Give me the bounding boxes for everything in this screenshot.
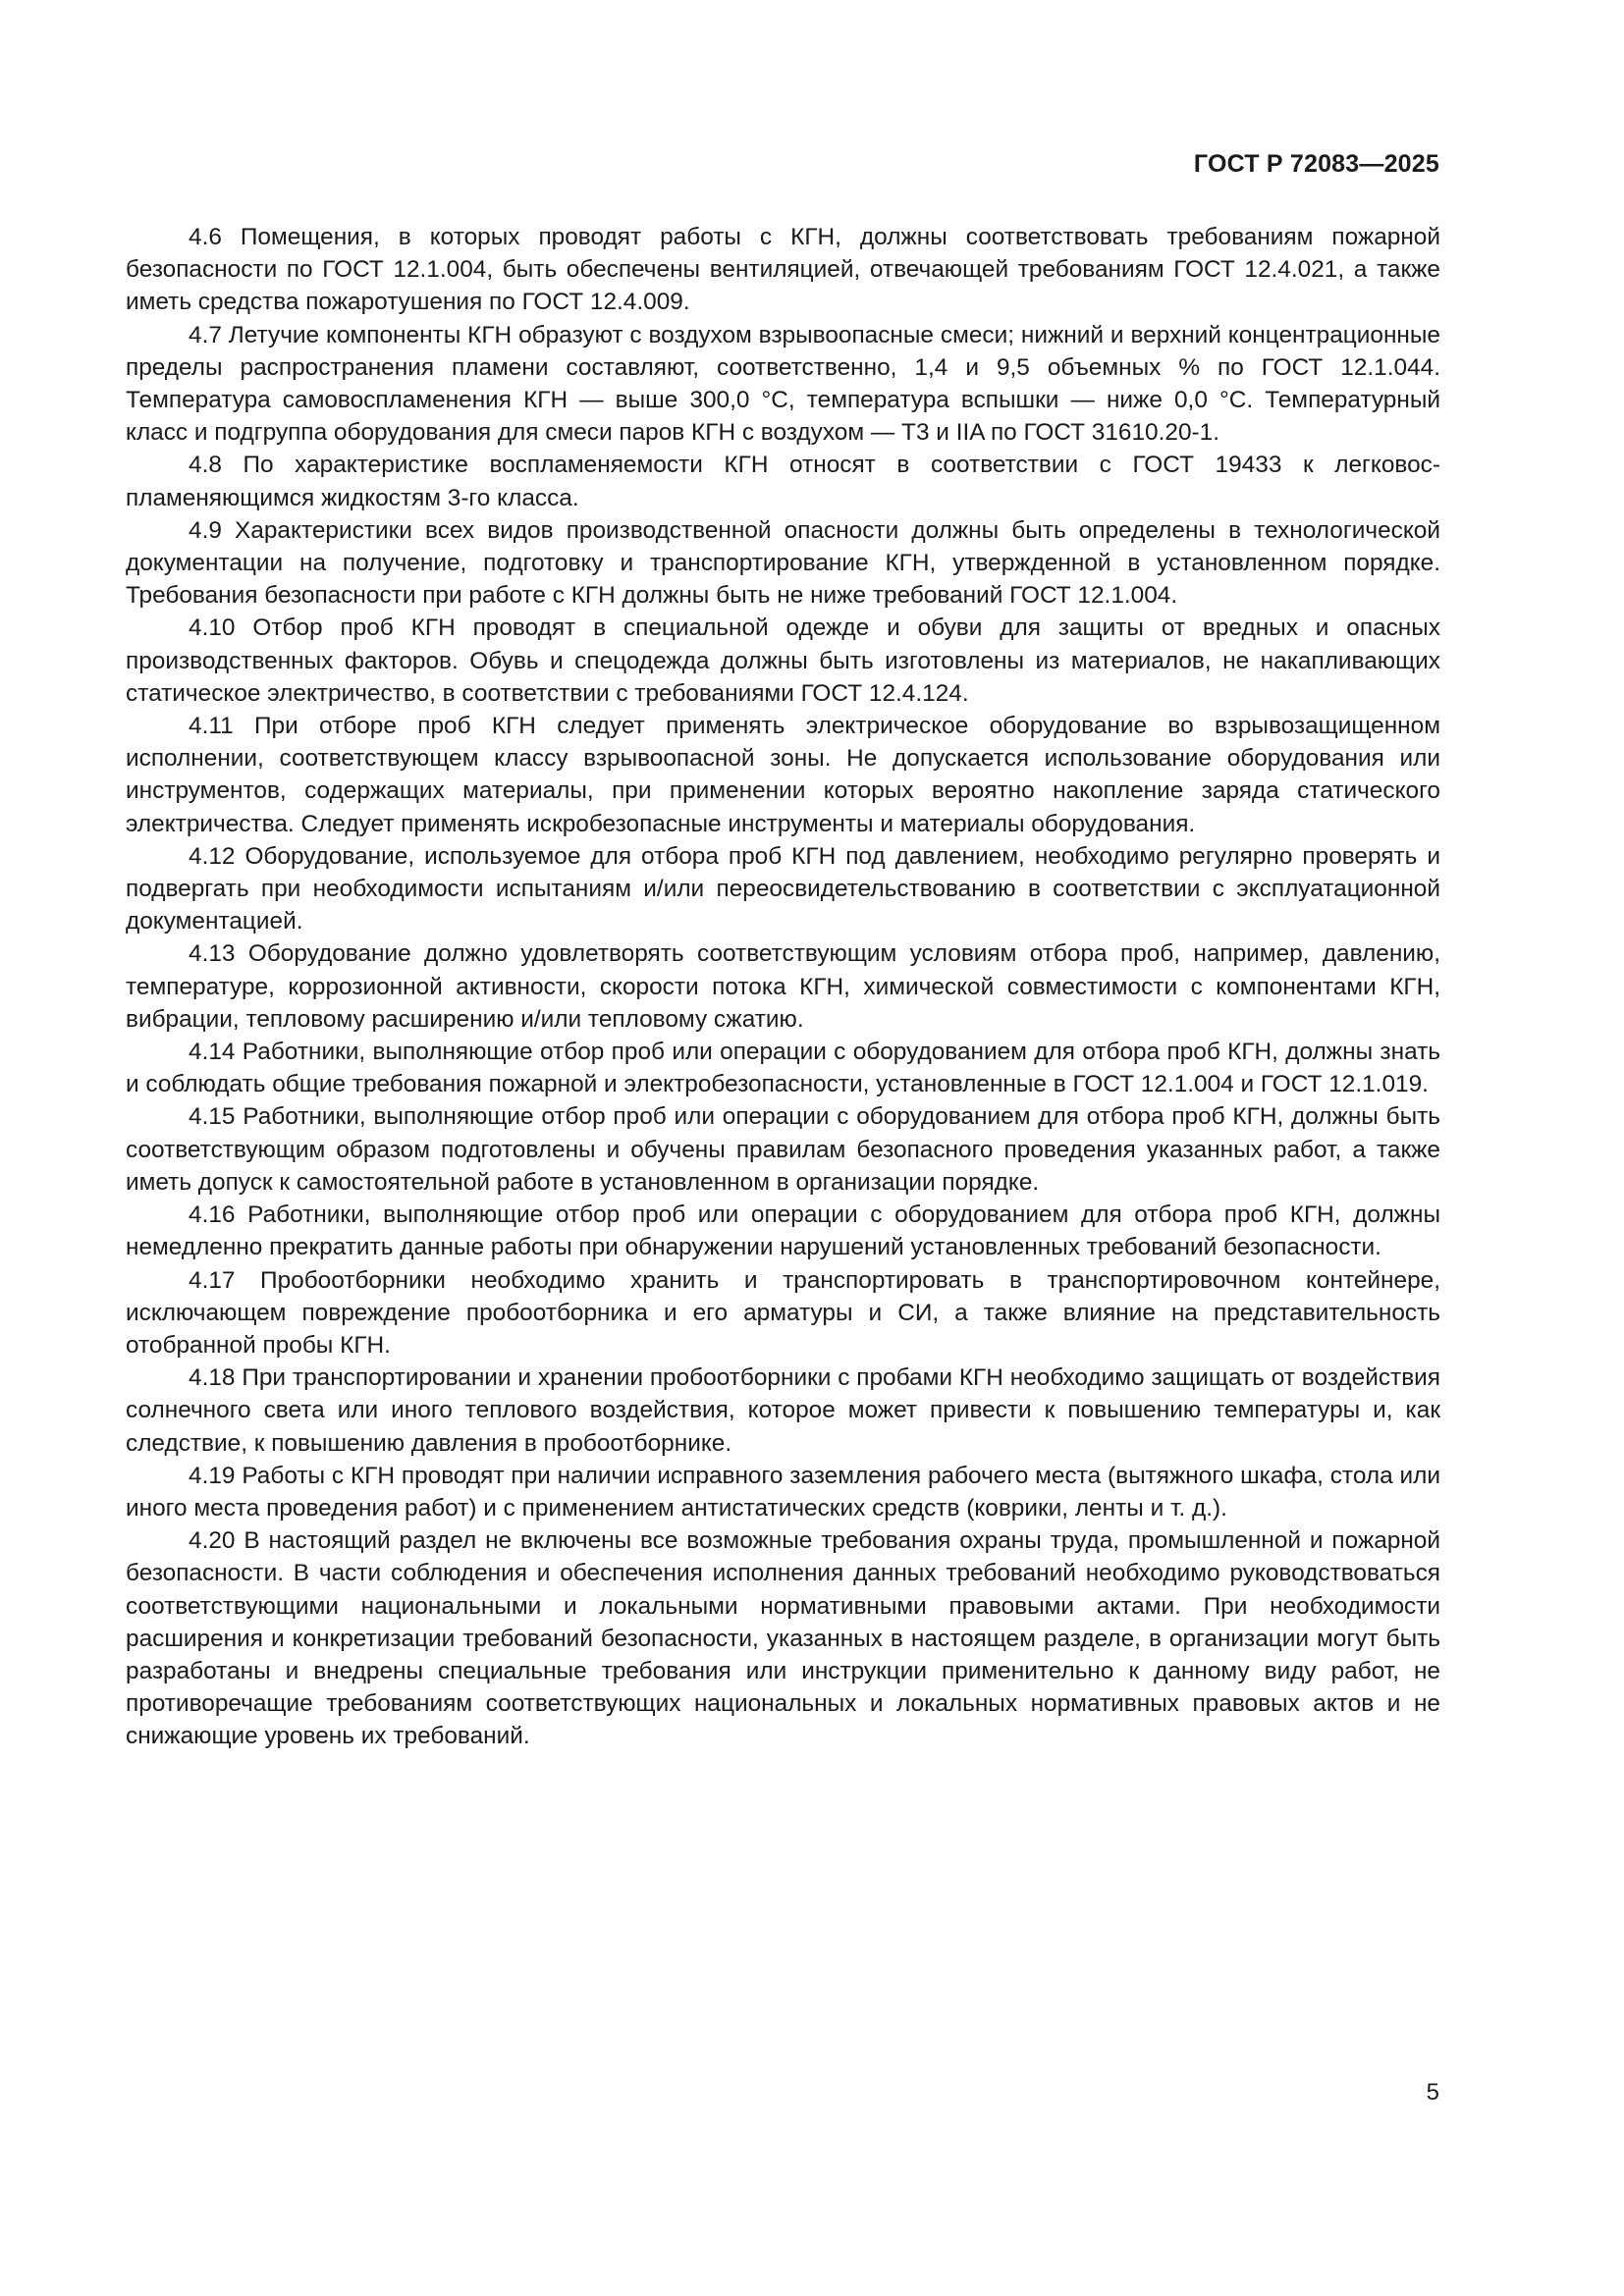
clause-4-19: 4.19 Работы с КГН проводят при наличии исправного заземления рабочего места (вытяжного шкафа, стола или иного места проведения работ) и с применением антистатических средств (коврики, ленты и т. д.). — [126, 1462, 1440, 1522]
clause-4-8: 4.8 По характеристике воспламеняемости КГН относят в соответствии с ГОСТ 19433 к легковоспламеняющимся жидкостям 3-го класса. — [126, 452, 1440, 511]
clause-4-6: 4.6 Помещения, в которых проводят работы с КГН, должны соответствовать требованиям пожарной безопасности по ГОСТ 12.1.004, быть обеспечены вентиляцией, отвечающей требованиям ГОСТ 12.4.021, а также иметь средства пожаротушения по ГОСТ 12.4.009. — [126, 224, 1440, 316]
clause-4-16: 4.16 Работники, выполняющие отбор проб или операции с оборудованием для отбора проб КГН, должны немедленно прекратить данные работы при обнаружении нарушений установленных требований безопасности. — [126, 1201, 1440, 1261]
document-body — [126, 221, 1440, 1753]
clause-4-7: 4.7 Летучие компоненты КГН образуют с воздухом взрывоопасные смеси; нижний и верхний концентрационные пределы распространения пламени составляют, соответственно, 1,4 и 9,5 объемных % по ГОСТ 12.1.044. Температура самовоспламенения КГН — выше 300,0 °С, температура вспышки — ниже 0,0 °С. Температурный класс и подгруппа оборудования для смеси паров КГН с воздухом — Т3 и IIA по ГОСТ 31610.20-1. — [126, 321, 1440, 447]
clause-4-10: 4.10 Отбор проб КГН проводят в специальной одежде и обуви для защиты от вредных и опасных производственных факторов. Обувь и спецодежда должны быть изготовлены из материалов, не накапливающих статическое электричество, в соответствии с требованиями ГОСТ 12.4.124. — [126, 614, 1440, 707]
clause-4-14: 4.14 Работники, выполняющие отбор проб или операции с оборудованием для отбора проб КГН, должны знать и соблюдать общие требования пожарной и электробезопасности, установленные в ГОСТ 12.1.004 и ГОСТ 12.1.019. — [126, 1039, 1440, 1098]
clause-4-13: 4.13 Оборудование должно удовлетворять соответствующим условиям отбора проб, например, давлению, температуре, коррозионной активности, скорости потока КГН, химической совместимости с компонентами КГН, вибрации, тепловому расширению и/или тепловому сжатию. — [126, 940, 1440, 1033]
clause-4-11: 4.11 При отборе проб КГН следует применять электрическое оборудование во взрывозащищенном исполнении, соответствующем классу взрывоопасной зоны. Не допускается использование оборудования или инструментов, содержащих материалы, при применении которых вероятно накопление заряда статического электричества. Следует применять искробезопасные инструменты и материалы оборудования. — [126, 713, 1440, 837]
clause-4-20: 4.20 В настоящий раздел не включены все возможные требования охраны труда, промышленной и пожарной безопасности. В части соблюдения и обеспечения исполнения данных требований необходимо руководствоваться соответствующими национальными и локальными нормативными правовыми актами. При необходимости расширения и конкретизации требований безопасности, указанных в настоящем разделе, в организации могут быть разработаны и внедрены специальные требования или инструкции применительно к данному виду работ, не противоречащие требованиям соответствующих национальных и локальных нормативных правовых актов и не снижающие уровень их требований. — [126, 1527, 1440, 1750]
clause-4-12: 4.12 Оборудование, используемое для отбора проб КГН под давлением, необходимо регулярно проверять и подвергать при необходимости испытаниям и/или переосвидетельствованию в соответствии с эксплуатационной документацией. — [126, 842, 1440, 935]
page-number: 5 — [1426, 2079, 1439, 2106]
clause-4-9: 4.9 Характеристики всех видов производственной опасности должны быть определены в технологической документации на получение, подготовку и транспортирование КГН, утвержденной в установленном порядке. Требования безопасности при работе с КГН должны быть не ниже требований ГОСТ 12.1.004. — [126, 516, 1440, 610]
clause-4-18: 4.18 При транспортировании и хранении пробоотборники с пробами КГН необходимо защищать от воздействия солнечного света или иного теплового воздействия, которое может привести к повышению температуры и, как следствие, к повышению давления в пробоотборнике. — [126, 1364, 1440, 1457]
standard-header: ГОСТ Р 72083—2025 — [1193, 150, 1439, 178]
clause-4-15: 4.15 Работники, выполняющие отбор проб или операции с оборудованием для отбора проб КГН, должны быть соответствующим образом подготовлены и обучены правилам безопасного проведения указанных работ, а также иметь допуск к самостоятельной работе в установленном в организации порядке. — [126, 1103, 1440, 1196]
clause-4-17: 4.17 Пробоотборники необходимо хранить и транспортировать в транспортировочном контейнере, исключающем повреждение пробоотборника и его арматуры и СИ, а также влияние на представительность отобранной пробы КГН. — [126, 1266, 1440, 1359]
